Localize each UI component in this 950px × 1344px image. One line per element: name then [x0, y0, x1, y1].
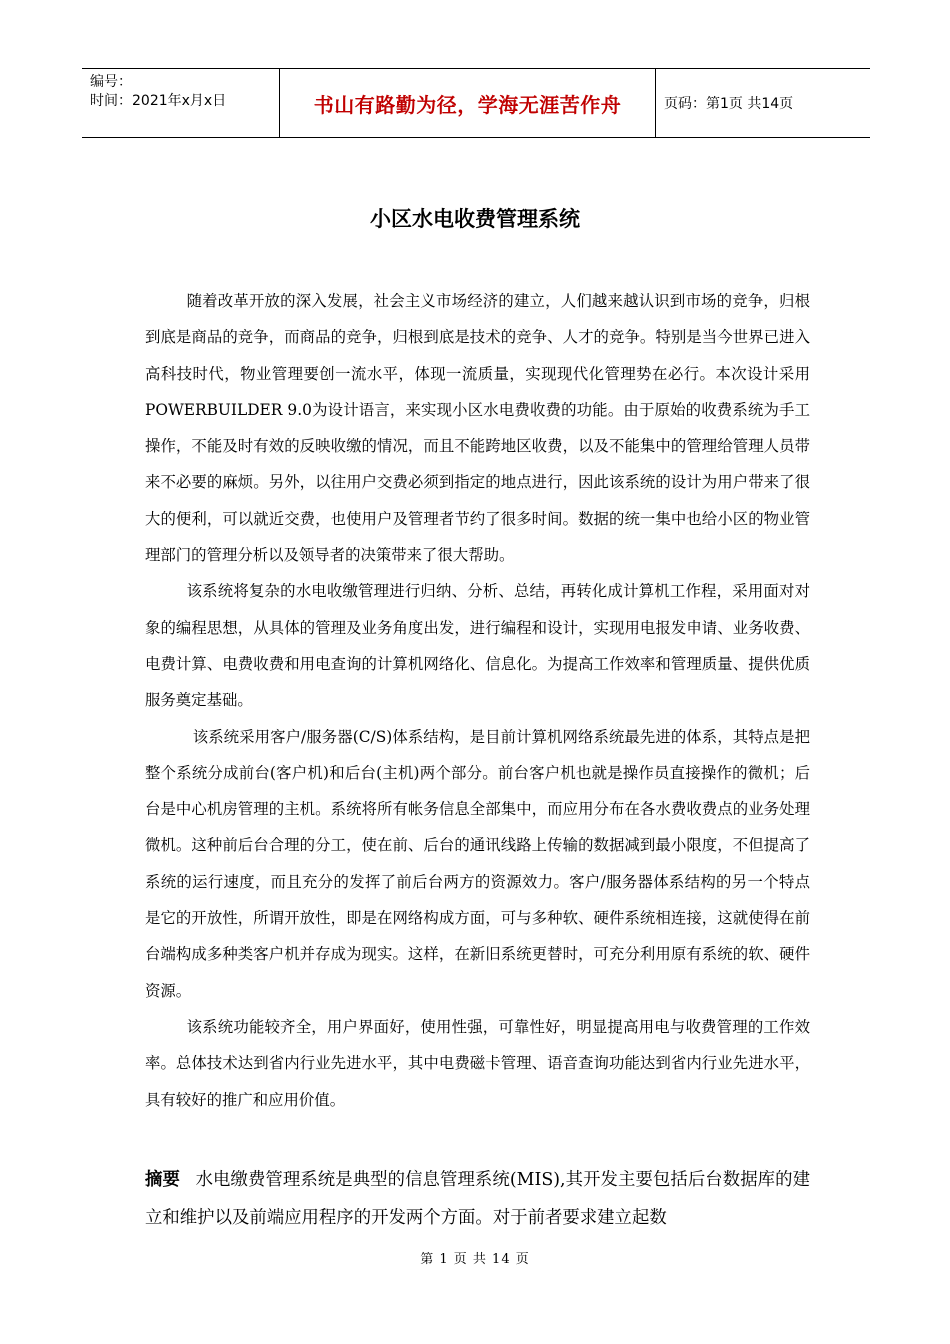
abstract-label: 摘要 [145, 1170, 180, 1190]
abstract-section [145, 1161, 810, 1237]
header-info-cell [82, 69, 280, 137]
document-body [145, 283, 810, 1118]
abstract-text: 水电缴费管理系统是典型的信息管理系统(MIS),其开发主要包括后台数据库的建立和维护以及前端应用程序的开发两个方面。对于前者要求建立起数 [145, 1170, 810, 1228]
date-label: 时间：2021年x月x日 [90, 93, 227, 109]
header-page-info: 页码：第1页 共14页 [664, 96, 794, 112]
paragraph-2: 该系统将复杂的水电收缴管理进行归纳、分析、总结，再转化成计算机工作程，采用面对对象的编程思想，从具体的管理及业务角度出发，进行编程和设计，实现用电报发申请、业务收费、电费计算、电费收费和用电查询的计算机网络化、信息化。为提高工作效率和管理质量、提供优质服务奠定基础。 [145, 582, 810, 710]
header-table [82, 68, 870, 138]
page-footer: 第 1 页 共 14 页 [420, 1252, 530, 1267]
header-motto: 书山有路勤为径，学海无涯苦作舟 [280, 69, 656, 137]
number-label: 编号： [90, 74, 132, 90]
document-title: 小区水电收费管理系统 [370, 207, 580, 231]
paragraph-1: 随着改革开放的深入发展，社会主义市场经济的建立，人们越来越认识到市场的竞争，归根到底是商品的竞争，而商品的竞争，归根到底是技术的竞争、人才的竞争。特别是当今世界已进入高科技时代，物业管理要创一流水平，体现一流质量，实现现代化管理势在必行。本次设计采用POWERBUILDER 9.0为设计语言，来实现小区水电费收费的功能。由于原始的收费系统为手工操作，不能及时有效的反映收缴的情况，而且不能跨地区收费，以及不能集中的管理给管理人员带来不必要的麻烦。另外，以往用户交费必须到指定的地点进行，因此该系统的设计为用户带来了很大的便利，可以就近交费，也使用户及管理者节约了很多时间。数据的统一集中也给小区的物业管理部门的管理分析以及领导者的决策带来了很大帮助。 [145, 292, 810, 565]
paragraph-4: 该系统功能较齐全，用户界面好，使用性强，可靠性好，明显提高用电与收费管理的工作效率。总体技术达到省内行业先进水平，其中电费磁卡管理、语音查询功能达到省内行业先进水平，具有较好的推广和应用价值。 [145, 1017, 810, 1109]
paragraph-3: 该系统采用客户/服务器(C/S)体系结构，是目前计算机网络系统最先进的体系，其特点是把整个系统分成前台(客户机)和后台(主机)两个部分。前台客户机也就是操作员直接操作的微机；后台是中心机房管理的主机。系统将所有帐务信息全部集中，而应用分布在各水费收费点的业务处理微机。这种前后台合理的分工，使在前、后台的通讯线路上传输的数据减到最小限度，不但提高了系统的运行速度，而且充分的发挥了前后台两方的资源效力。客户/服务器体系结构的另一个特点是它的开放性，所谓开放性，即是在网络构成方面，可与多种软、硬件系统相连接，这就使得在前台端构成多种类客户机并存成为现实。这样，在新旧系统更替时，可充分利用原有系统的软、硬件资源。 [145, 727, 810, 1000]
